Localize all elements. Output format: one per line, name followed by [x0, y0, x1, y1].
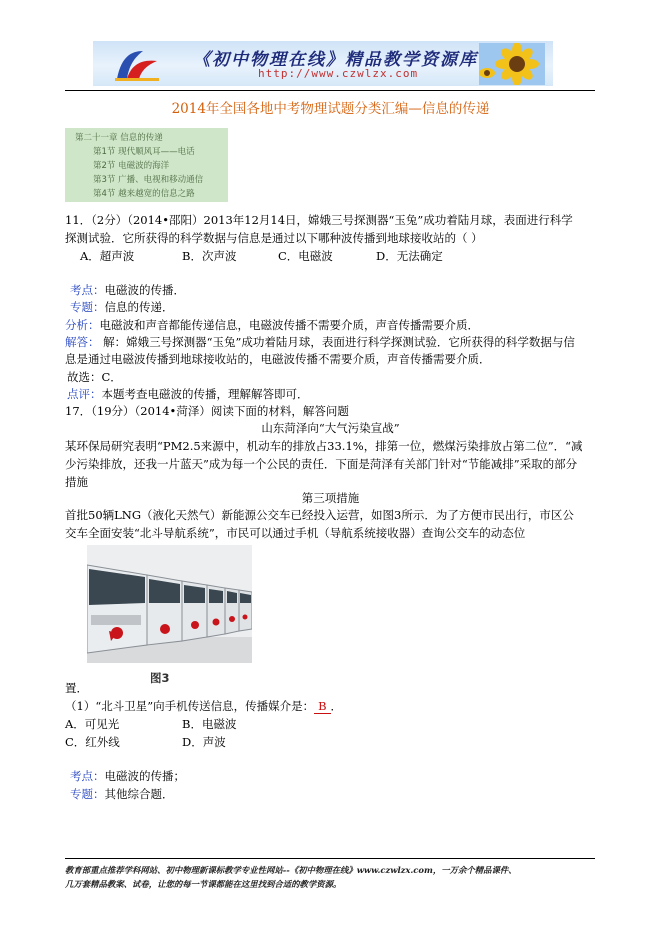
- chapter-section: 第3节 广播、电视和移动通信: [93, 175, 204, 185]
- q17-paragraph-line: 某环保局研究表明“PM2.5来源中，机动车的排放占33.1%，排第一位，燃煤污染排放占第二位”．“减: [65, 439, 583, 453]
- q17-paragraph-line: 交车全面安装“北斗导航系统”，市民可以通过手机（导航系统接收器）查询公交车的动态位: [65, 526, 526, 540]
- q17-option-c: C．红外线: [65, 735, 120, 749]
- footer-line2: 几万套精品教案、试卷，让您的每一节课都能在这里找到合适的教学资源。: [65, 879, 342, 889]
- q17-paragraph-line: 置．: [65, 681, 88, 695]
- bus-fleet-image: [87, 545, 252, 663]
- chapter-outline-box: [65, 128, 228, 202]
- q17-option-b: B．电磁波: [182, 717, 237, 731]
- q11-stem-line2: 探测试验．它所获得的科学数据与信息是通过以下哪种波传播到地球接收站的（ ）: [65, 231, 483, 245]
- q11-jieda-line2: 息是通过电磁波传播到地球接收站的，电磁波传播不需要介质，声音传播需要介质．: [65, 352, 491, 366]
- site-logo-icon: [113, 47, 161, 83]
- q11-option-b: B．次声波: [182, 249, 237, 263]
- q11-option-d: D．无法确定: [376, 249, 443, 263]
- q11-stem-line1: 11．（2分）（2014•邵阳）2013年12月14日，嫦娥三号探测器“玉兔”成功着陆月球，表面进行科学: [65, 213, 573, 227]
- q17-paragraph-line: 少污染排放，还我一片蓝天”成为每一个公民的责任．下面是菏泽有关部门针对“节能减排”采取的部分: [65, 457, 578, 471]
- q17-sub1-answer: B: [314, 699, 330, 714]
- q17-paragraph-line: 措施: [65, 475, 88, 489]
- q11-dianping: 点评：本题考查电磁波的传播，理解解答即可．: [67, 387, 309, 401]
- figure-label: 图3: [150, 671, 170, 685]
- buses-photo: [87, 545, 252, 663]
- chapter-section: 第4节 越来越宽的信息之路: [93, 189, 195, 199]
- chapter-section: 第2节 电磁波的海洋: [93, 161, 170, 171]
- q17-sub1: （1）“北斗卫星”向手机传送信息，传播媒介是： B ．: [65, 699, 343, 713]
- q11-zhuanti: 专题：信息的传递．: [70, 300, 174, 314]
- sunflower-icon: [479, 43, 545, 85]
- document-title: 2014年全国各地中考物理试题分类汇编—信息的传递: [171, 101, 490, 117]
- q11-kaodian: 考点：电磁波的传播．: [70, 283, 185, 297]
- chapter-section: 第1节 现代顺风耳——电话: [93, 147, 195, 157]
- q11-fenxi: 分析：电磁波和声音都能传递信息，电磁波传播不需要介质，声音传播需要介质．: [65, 318, 479, 332]
- q17-kaodian: 考点：电磁波的传播；: [70, 769, 185, 783]
- header-divider: [65, 90, 595, 91]
- site-banner: [93, 41, 553, 86]
- q11-answer: 故选：C．: [67, 370, 122, 384]
- chapter-heading: 第二十一章 信息的传递: [75, 133, 163, 143]
- q17-article-title: 山东菏泽向“大气污染宣战”: [261, 421, 400, 435]
- q17-section-title: 第三项措施: [301, 491, 360, 505]
- q17-option-a: A．可见光: [65, 717, 120, 731]
- footer-divider: [65, 858, 595, 859]
- q11-option-a: A．超声波: [80, 249, 135, 263]
- q11-option-c: C．电磁波: [278, 249, 333, 263]
- q11-jieda-line1: 解答： 解：嫦娥三号探测器“玉兔”成功着陆月球，表面进行科学探测试验．它所获得的科学数据与信: [65, 335, 575, 349]
- q17-stem: 17．（19分）（2014•菏泽）阅读下面的材料，解答问题: [65, 404, 349, 418]
- footer-line1: 教育部重点推荐学科网站、初中物理新课标教学专业性网站--《初中物理在线》www.czwlzx.com，一万余个精品课件、: [65, 865, 517, 875]
- q17-option-d: D．声波: [182, 735, 226, 749]
- q17-zhuanti: 专题：其他综合题．: [70, 787, 174, 801]
- q17-paragraph-line: 首批50辆LNG（液化天然气）新能源公交车已经投入运营，如图3所示．为了方便市民出行，市区公: [65, 508, 574, 522]
- banner-url[interactable]: http://www.czwlzx.com: [258, 67, 419, 80]
- banner-title: 《初中物理在线》精品教学资源库: [193, 50, 478, 70]
